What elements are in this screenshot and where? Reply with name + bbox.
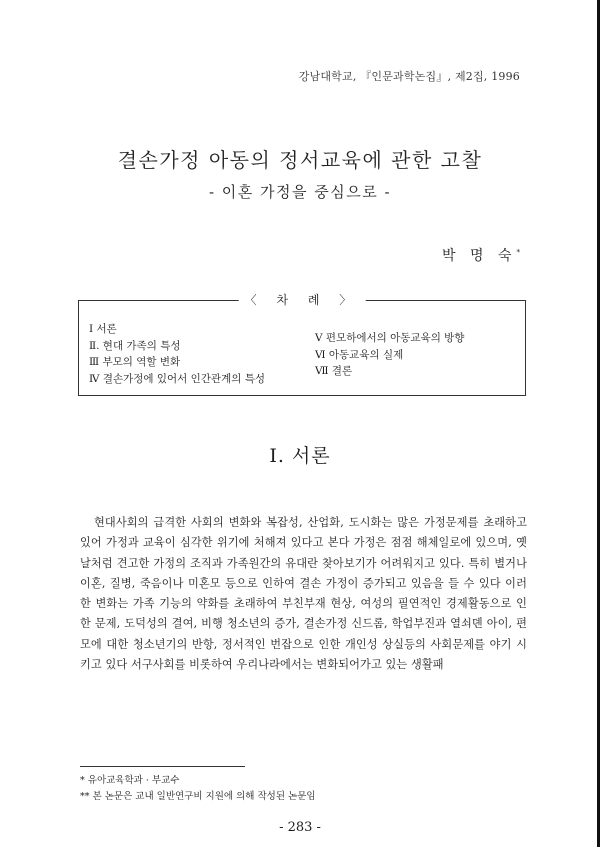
section-heading: I. 서론: [269, 445, 331, 467]
table-of-contents: [78, 293, 526, 396]
toc-item: Ⅱ. 현대 가족의 특성: [89, 339, 181, 352]
paper-subtitle: - 이혼 가정을 중심으로 -: [208, 183, 392, 201]
toc-heading: 〈 차 례 〉: [239, 291, 366, 308]
footnote-rule: [80, 766, 245, 767]
toc-item: Ⅰ 서론: [89, 323, 117, 335]
page-number: - 283 -: [279, 820, 321, 835]
toc-item: Ⅵ 아동교육의 실제: [315, 348, 404, 361]
toc-item: Ⅲ 부모의 역할 변화: [89, 356, 181, 368]
toc-item: Ⅳ 결손가정에 있어서 인간관계의 특성: [89, 372, 265, 385]
footnote: ** 본 논문은 교내 일반연구비 지원에 의해 작성된 논문임: [80, 791, 316, 802]
footnotes: [80, 773, 316, 805]
author-name: 박 명 숙: [442, 248, 517, 264]
footnote: * 유아교육학과 · 부교수: [80, 775, 180, 786]
body-paragraph: 현대사회의 급격한 사회의 변화와 복잡성, 산업화, 도시화는 많은 가정문제를 초래하고 있어 가정과 교육이 심각한 위기에 처해져 있다고 본다 가정은 점점 해체일로에 있으며, 옛날처럼 견고한 가정의 조직과 가족원간의 유대란 찾아보기가 어려워지고 있다. 특히 별거나 이혼, 질병, 죽음이나 미혼모 등으로 인하여 결손 가정이 증가되고 있음을 들 수 있다 이러한 변화는 가족 기능의 약화를 초래하여 부친부재 현상, 여성의 필연적인 경제활동으로 인한 문제, 도덕성의 결여, 비행 청소년의 증가, 결손가정 신드롬, 학업부진과 열쇠뎬 아이, 편모에 대한 청소년기의 반항, 정서적인 번잡으로 인한 개인성 상실등의 사회문제를 야기 시키고 있다 서구사회를 비롯하여 우리나라에서는 변화되어가고 있는 생활패: [80, 516, 527, 672]
author: [442, 245, 520, 265]
toc-left-column: [89, 321, 265, 387]
toc-item: Ⅴ 편모하에서의 아동교육의 방향: [315, 332, 465, 344]
journal-citation: 강남대학교, 『인문과학논집』, 제2집, 1996: [298, 70, 520, 83]
paper-title: 결손가정 아동의 정서교육에 관한 고찰: [117, 148, 483, 172]
author-footnote-mark: *: [516, 248, 520, 257]
toc-right-column: [315, 330, 464, 380]
toc-item: Ⅶ 결론: [315, 365, 353, 377]
